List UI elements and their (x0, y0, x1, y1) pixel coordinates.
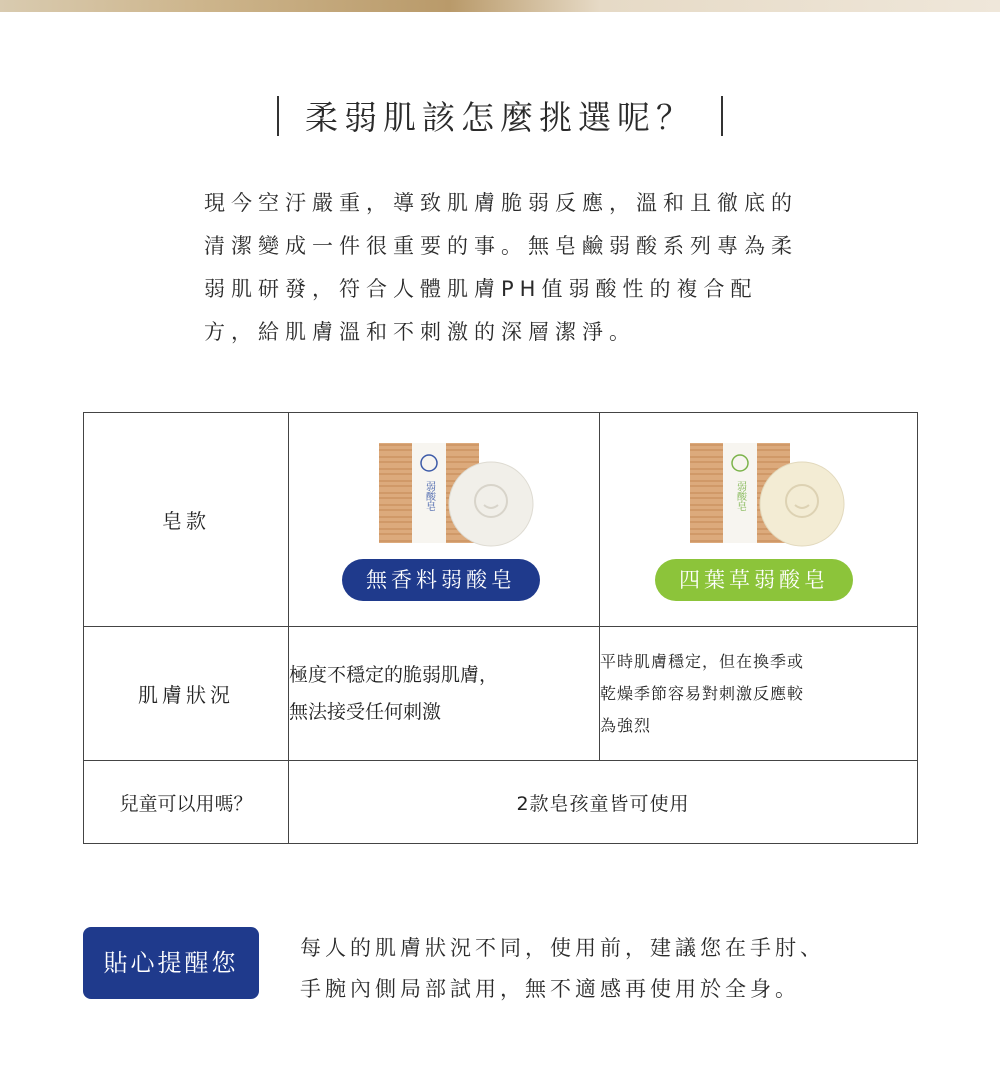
svg-text:弱酸皂: 弱酸皂 (423, 481, 435, 511)
condition-line: 無法接受任何刺激 (289, 700, 442, 723)
clover-soap-pill: 四葉草弱酸皂 (655, 559, 853, 601)
condition-line: 乾燥季節容易對刺激反應較 (600, 683, 805, 703)
clover-soap-image (685, 441, 845, 551)
unscented-condition-cell (289, 627, 600, 761)
section-heading (0, 92, 1000, 139)
soap-label-cell (84, 413, 289, 627)
reminder-text (300, 928, 940, 1010)
kids-label: 兒童可以用嗎？ (119, 792, 253, 815)
heading-right-bar (721, 96, 723, 136)
clover-condition-cell (600, 627, 918, 761)
product-cell-unscented (289, 413, 600, 627)
top-photo-strip (0, 0, 1000, 12)
intro-line: 現今空汙嚴重，導致肌膚脆弱反應，溫和且徹底的 (204, 191, 798, 215)
intro-paragraph (204, 182, 824, 354)
intro-line: 方，給肌膚溫和不刺激的深層潔淨。 (204, 320, 636, 344)
unscented-soap-pill: 無香料弱酸皂 (342, 559, 540, 601)
reminder-line: 手腕內側局部試用，無不適感再使用於全身。 (300, 977, 800, 1001)
skin-label-cell (84, 627, 289, 761)
kids-value-cell (289, 761, 918, 844)
kids-label-cell (84, 761, 289, 844)
table-row (84, 413, 918, 627)
soap-bar (760, 462, 844, 546)
condition-line: 平時肌膚穩定，但在換季或 (600, 651, 805, 671)
comparison-table (83, 412, 918, 844)
condition-line: 極度不穩定的脆弱肌膚， (289, 663, 499, 686)
soap-bar (449, 462, 533, 546)
product-cell-clover (600, 413, 918, 627)
kids-value: 2款皂孩童皆可使用 (516, 792, 690, 815)
unscented-soap-image (374, 441, 534, 551)
soap-label: 皂款 (162, 509, 210, 533)
condition-line: 為強烈 (600, 715, 652, 735)
skin-label: 肌膚狀況 (138, 683, 234, 707)
table-row (84, 627, 918, 761)
heading-left-bar (277, 96, 279, 136)
reminder-line: 每人的肌膚狀況不同，使用前，建議您在手肘、 (300, 936, 825, 960)
intro-line: 清潔變成一件很重要的事。無皂鹼弱酸系列專為柔 (204, 234, 798, 258)
svg-text:弱酸皂: 弱酸皂 (734, 481, 746, 511)
reminder-badge: 貼心提醒您 (83, 927, 259, 999)
heading-text: 柔弱肌該怎麼挑選呢？ (305, 98, 695, 137)
table-row (84, 761, 918, 844)
intro-line: 弱肌研發，符合人體肌膚PH值弱酸性的複合配 (204, 277, 758, 301)
